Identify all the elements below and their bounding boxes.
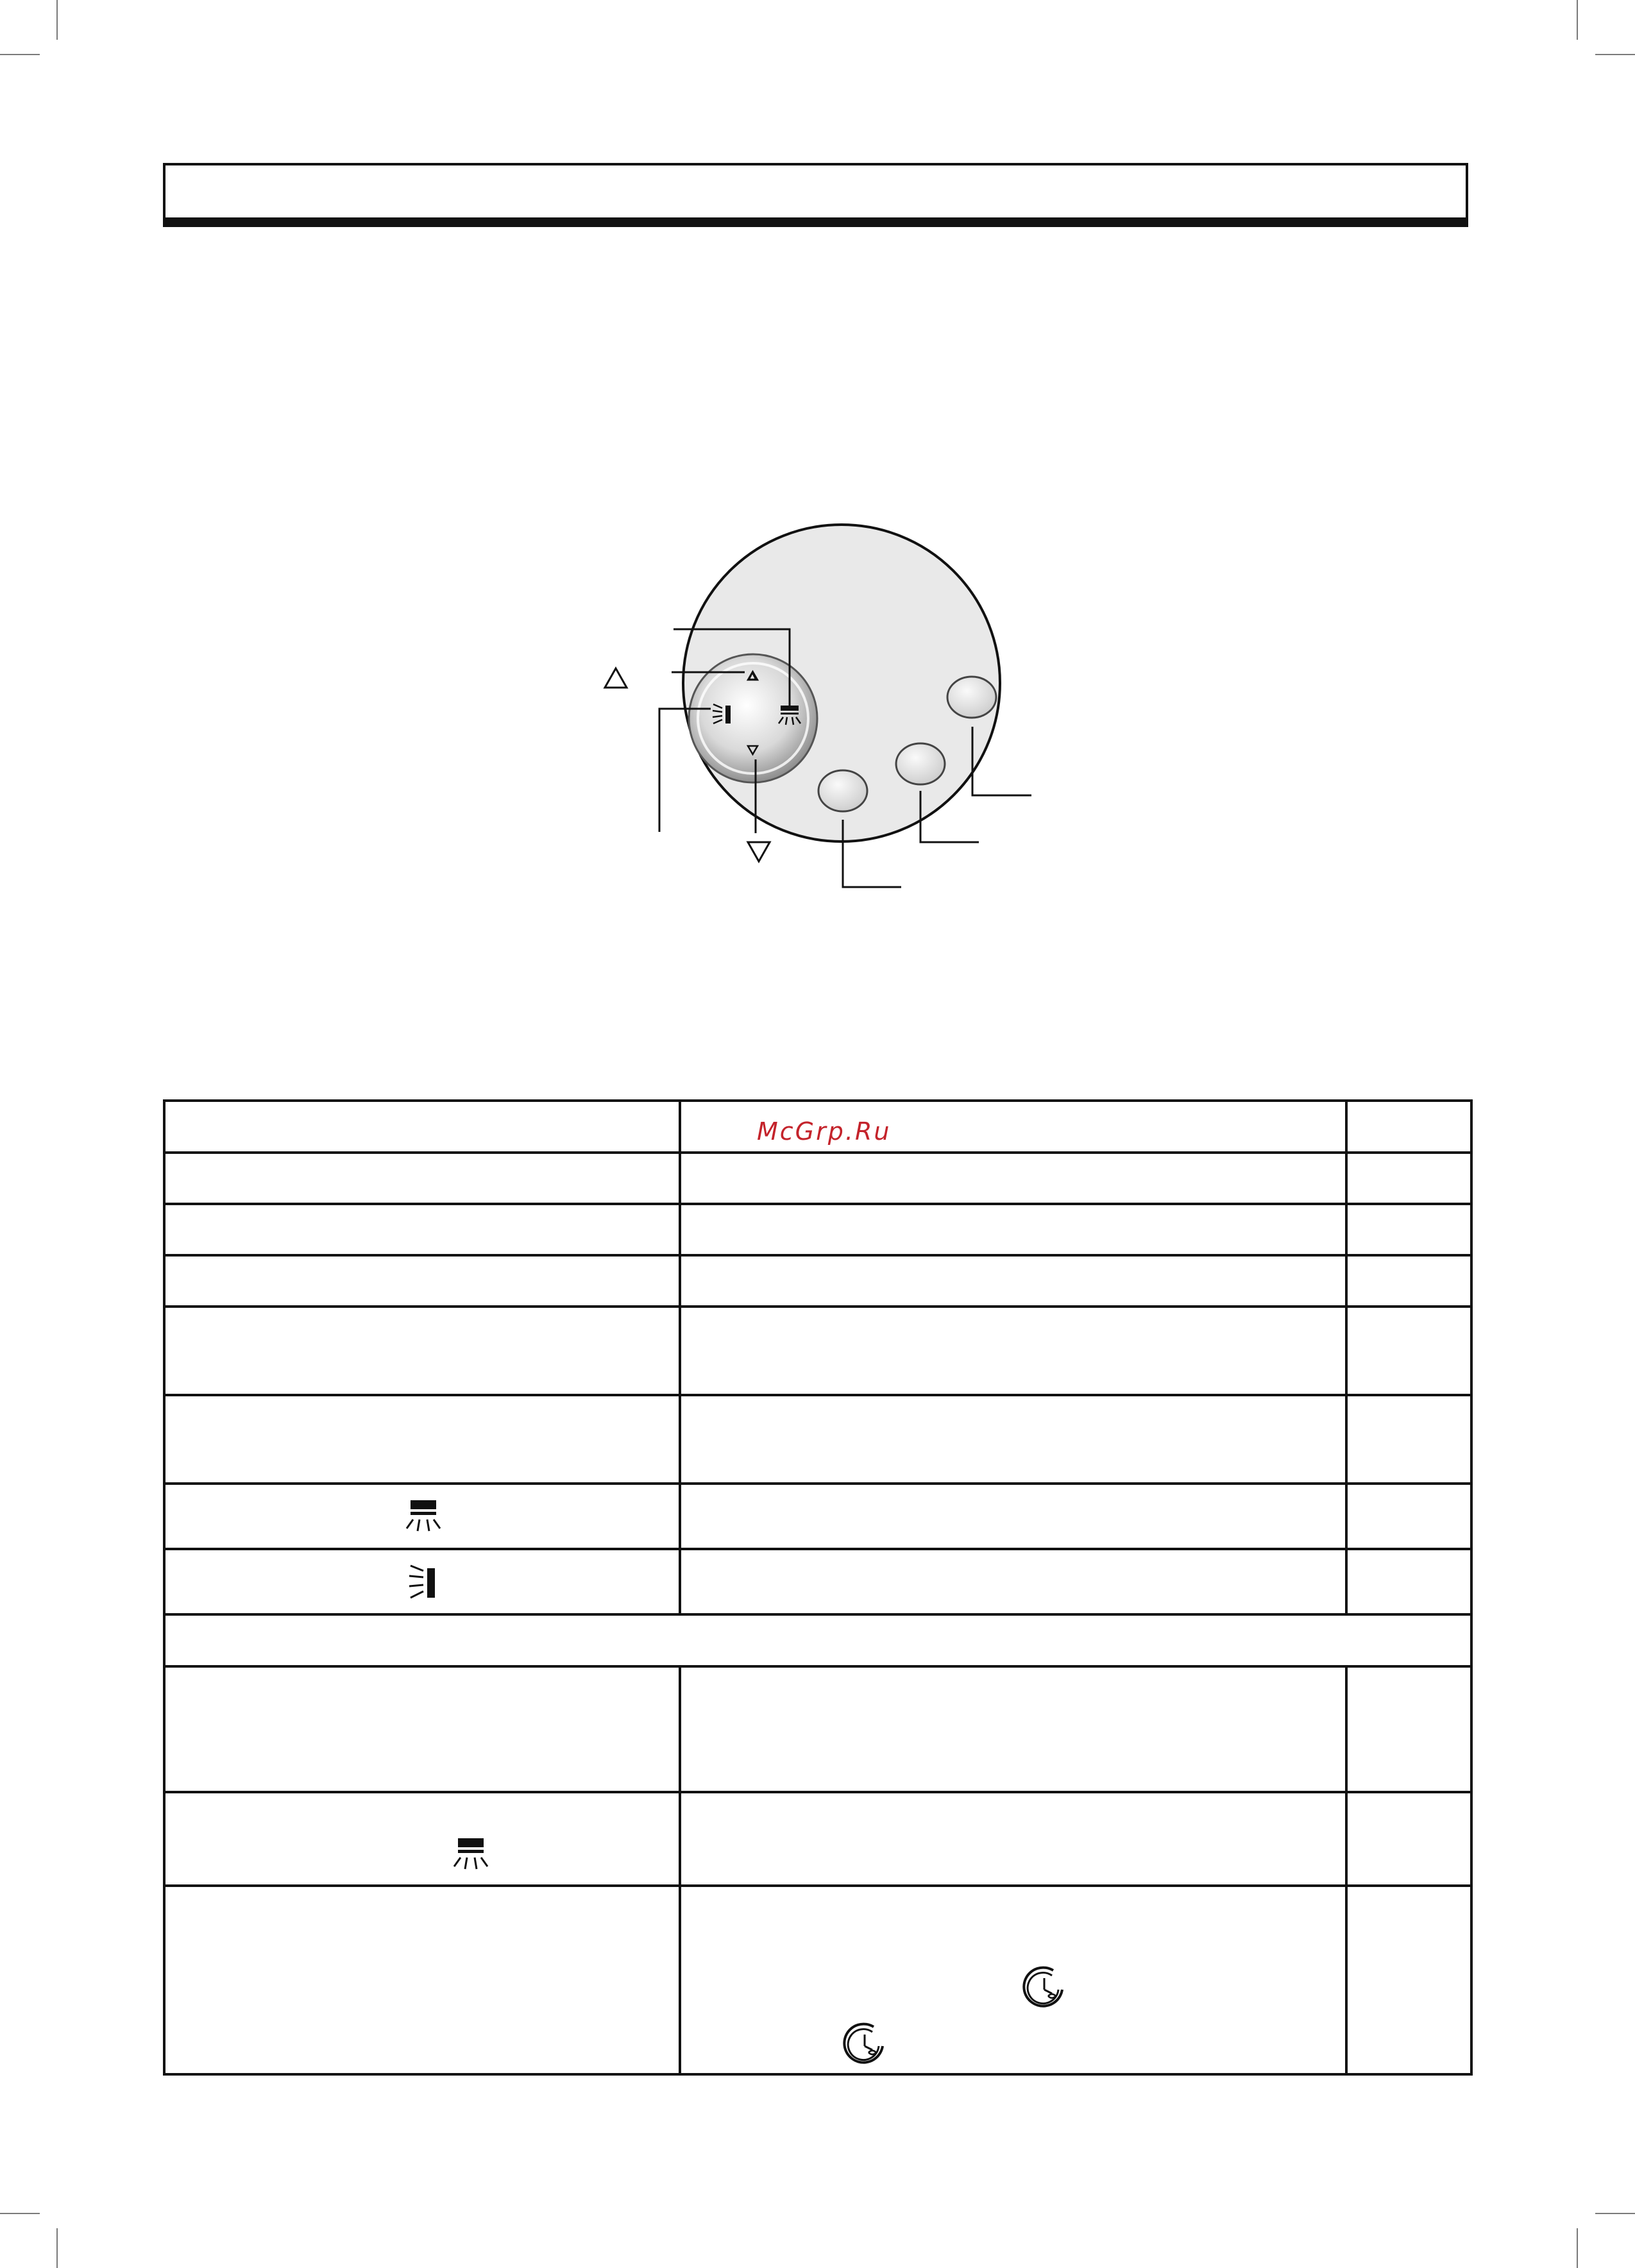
table-row <box>164 1484 1471 1549</box>
timer-clock-icon <box>840 2020 889 2069</box>
timer-clock-icon <box>1020 1964 1069 2013</box>
table-row <box>164 1204 1471 1255</box>
swing-vertical-icon <box>403 1498 444 1536</box>
table-row <box>164 1153 1471 1204</box>
table-row <box>164 1549 1471 1614</box>
crop-mark <box>0 2213 40 2214</box>
table-row <box>164 1255 1471 1307</box>
function-table <box>163 1099 1473 2076</box>
table-row <box>164 1395 1471 1484</box>
button-top-right[interactable] <box>947 677 996 718</box>
button-bottom[interactable] <box>818 770 867 811</box>
table-row <box>164 1101 1471 1153</box>
table-row <box>164 1792 1471 1886</box>
swing-horizontal-icon <box>407 1564 439 1602</box>
table-row <box>164 1307 1471 1395</box>
button-middle[interactable] <box>896 743 945 784</box>
arrow-up-icon <box>605 668 627 688</box>
crop-mark <box>56 2228 58 2268</box>
crop-mark <box>1577 2228 1578 2268</box>
arrow-down-icon <box>748 842 770 861</box>
table-row <box>164 1666 1471 1792</box>
control-panel-diagram <box>0 0 1635 930</box>
watermark: McGrp.Ru <box>757 1117 892 1146</box>
table-row <box>164 1614 1471 1666</box>
crop-mark <box>1595 2213 1635 2214</box>
swing-vertical-icon <box>450 1836 491 1874</box>
table-row <box>164 1886 1471 2074</box>
